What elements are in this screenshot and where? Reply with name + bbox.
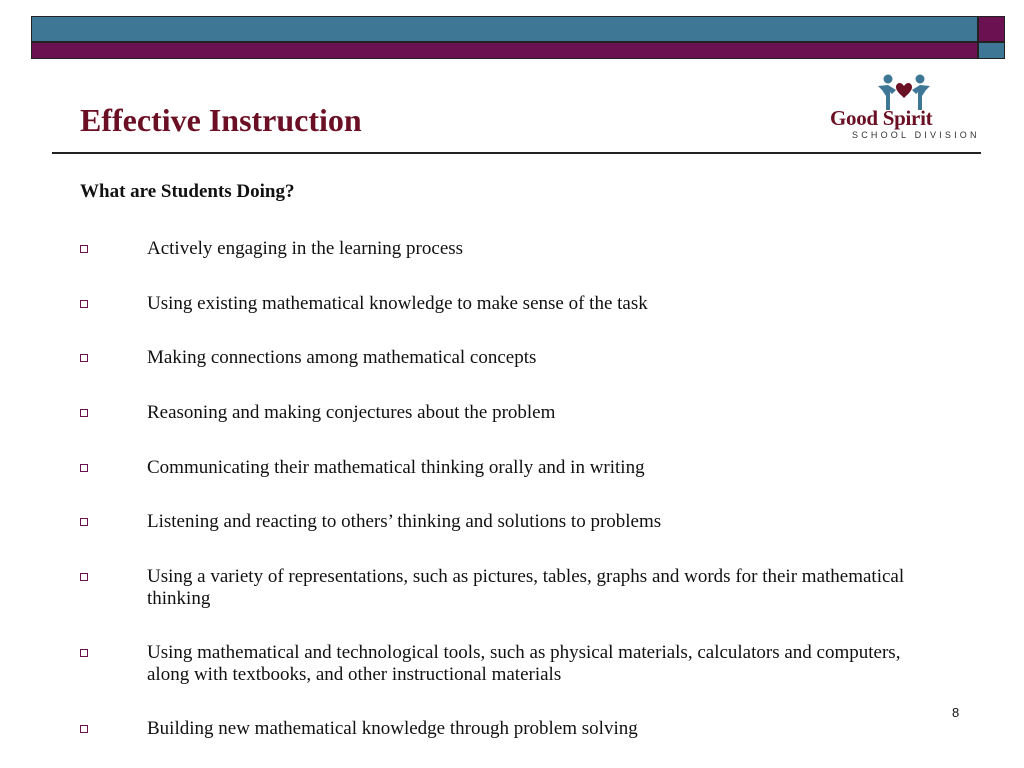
header-block-purple [978,16,1005,42]
header-bar-teal [31,16,978,42]
header-bar-purple [31,42,978,59]
square-bullet-icon [80,573,88,581]
bullet-text: Using existing mathematical knowledge to make sense of the task [147,293,648,314]
square-bullet-icon [80,245,88,253]
slide-title: Effective Instruction [80,102,362,138]
logo-name: Good Spirit [830,106,933,130]
bullet-text: Making connections among mathematical concepts [147,347,537,368]
bullet-text: Using a variety of representations, such as pictures, tables, graphs and words for their mathematical thinking [147,566,905,609]
school-logo [826,74,980,144]
section-subheading: What are Students Doing? [80,181,295,202]
logo-subtitle: SCHOOL DIVISION [852,130,980,140]
header-bars [31,16,1005,59]
header-block-teal [978,42,1005,59]
square-bullet-icon [80,518,88,526]
square-bullet-icon [80,649,88,657]
bullet-text: Listening and reacting to others’ thinking and solutions to problems [147,511,662,532]
title-divider [52,152,981,154]
bullet-text: Reasoning and making conjectures about the problem [147,402,556,423]
bullet-text: Communicating their mathematical thinking orally and in writing [147,457,645,478]
square-bullet-icon [80,464,88,472]
bullet-text: Using mathematical and technological tools, such as physical materials, calculators and computers, along with textbooks, and other instructional materials [147,642,901,685]
bullet-text: Building new mathematical knowledge through problem solving [147,718,638,739]
square-bullet-icon [80,409,88,417]
square-bullet-icon [80,354,88,362]
page-number: 8 [952,705,960,720]
square-bullet-icon [80,300,88,308]
bullet-text: Actively engaging in the learning process [147,238,464,259]
square-bullet-icon [80,725,88,733]
